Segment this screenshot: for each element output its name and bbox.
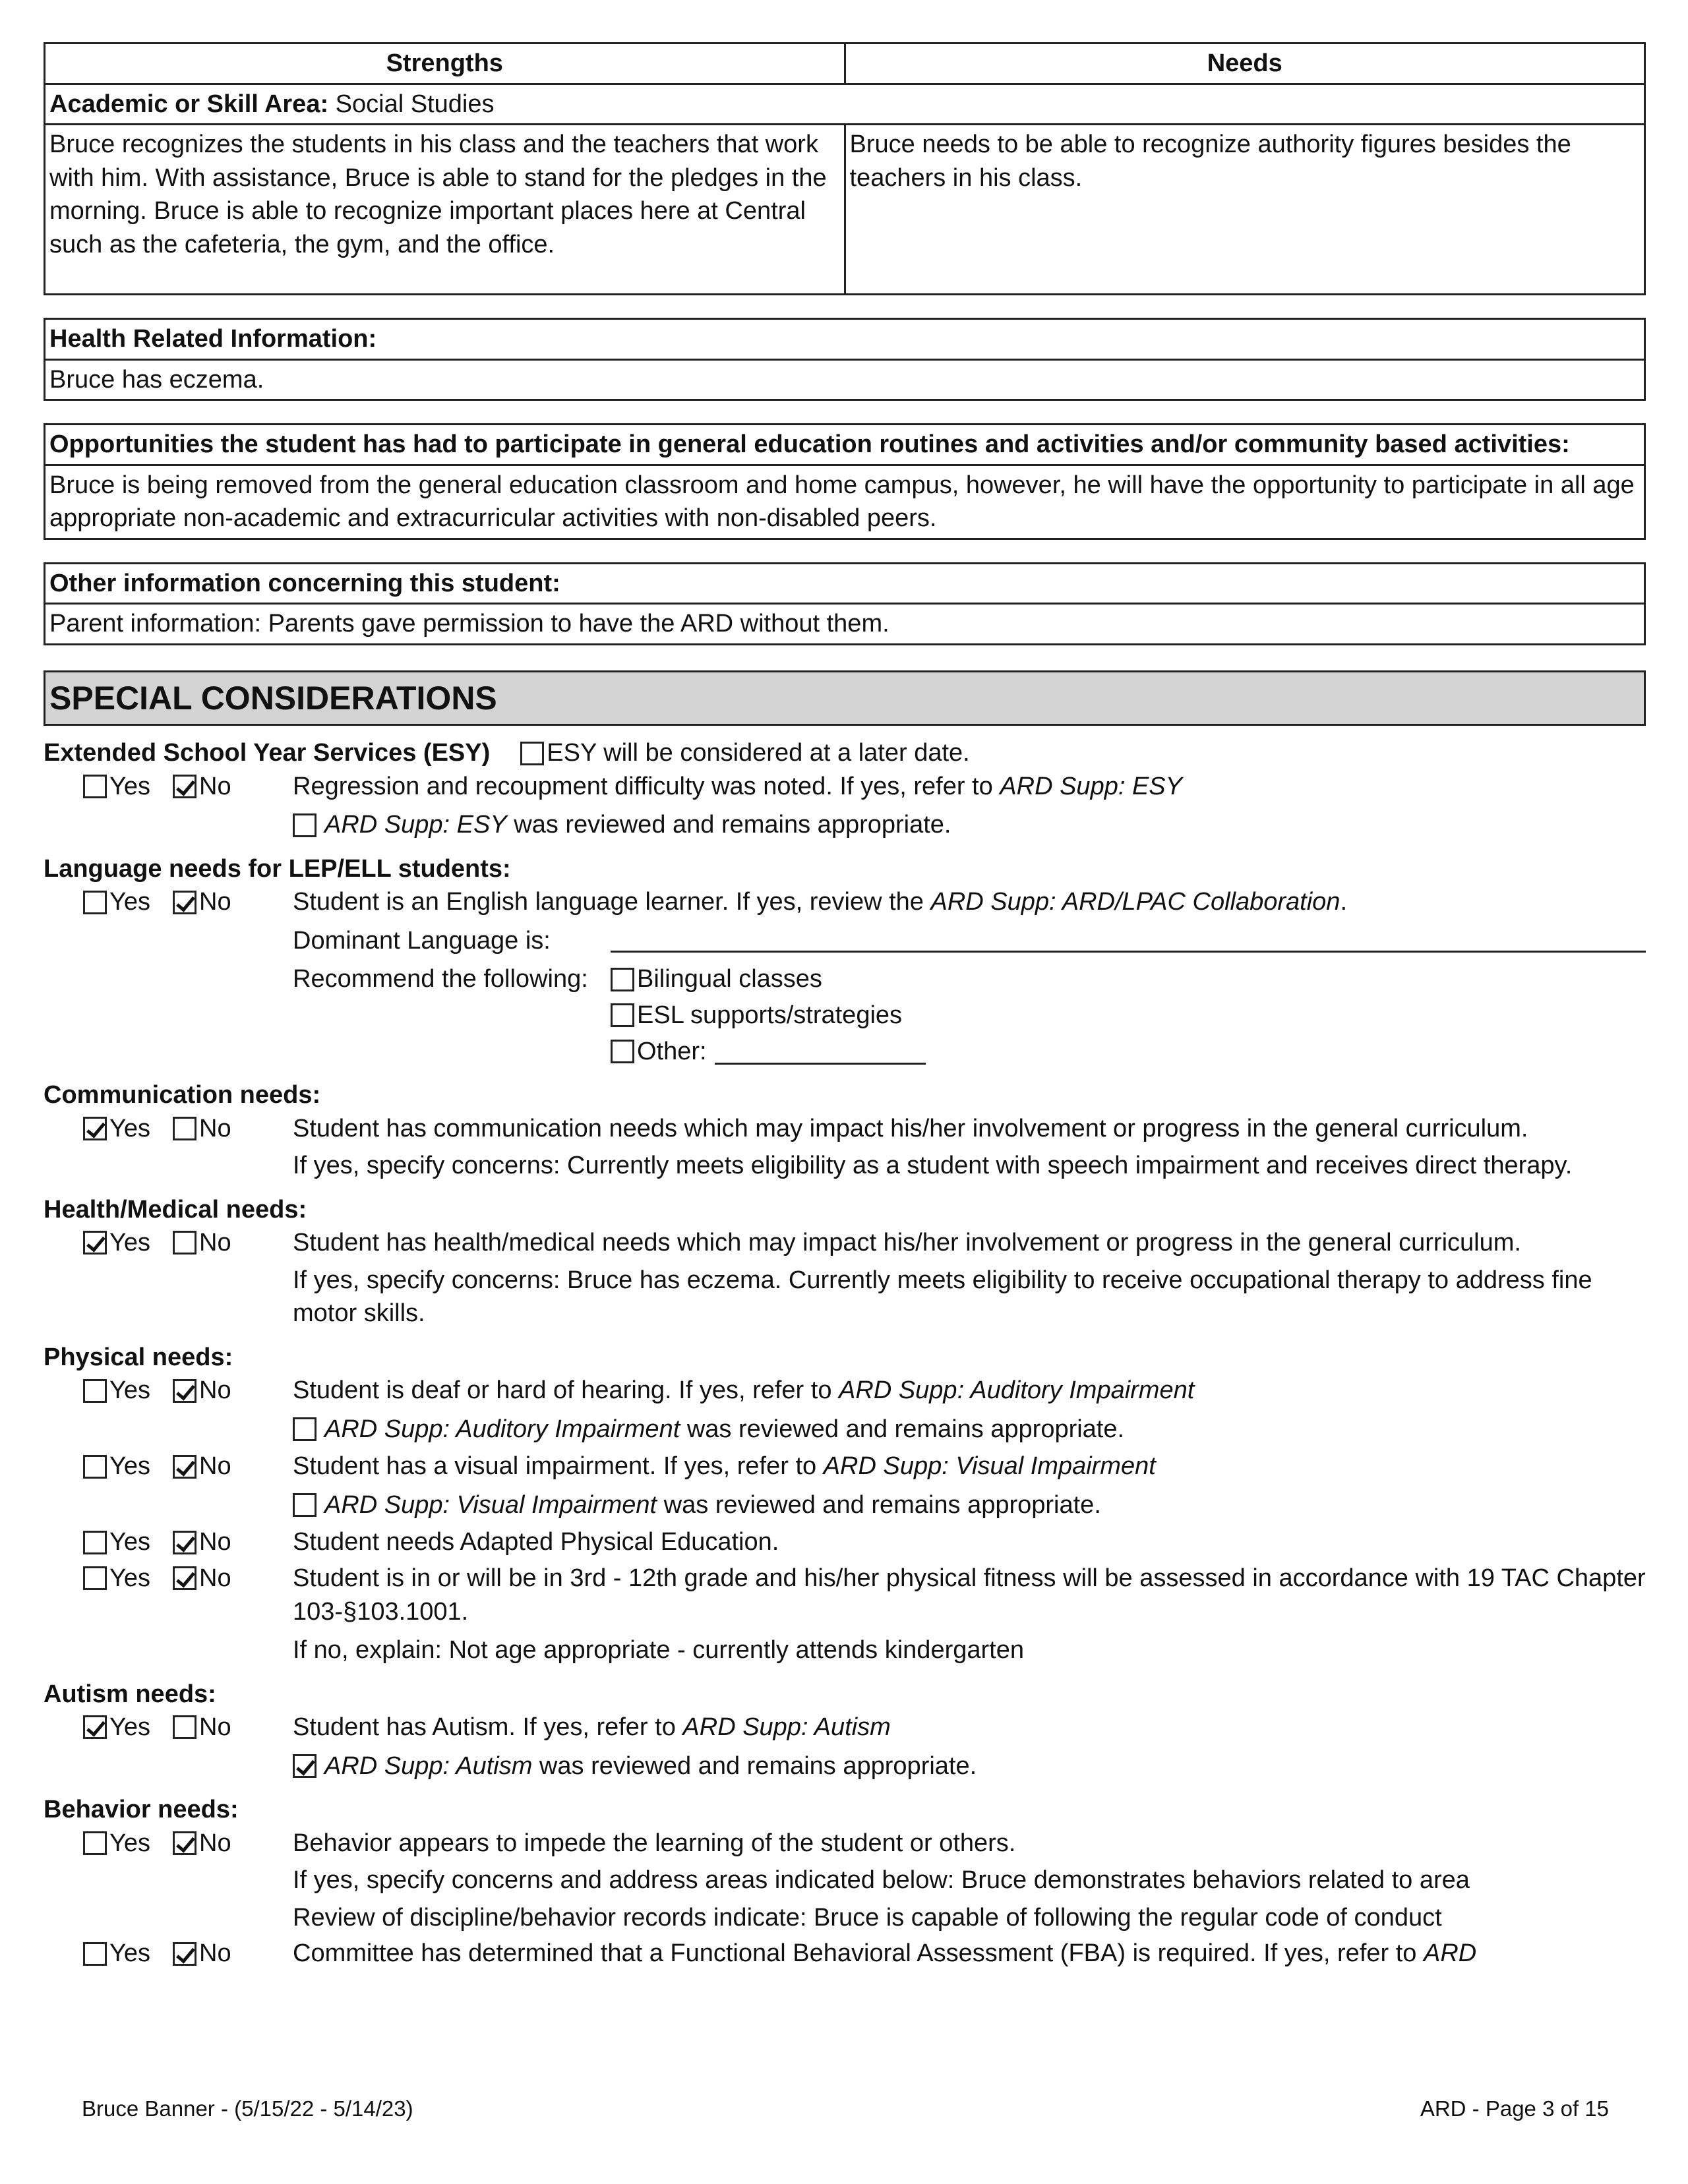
health-no-checkbox[interactable] <box>173 1231 196 1254</box>
visual-yes-checkbox[interactable] <box>83 1455 107 1479</box>
esy-later-label: ESY will be considered at a later date. <box>547 739 970 767</box>
fba-no-checkbox[interactable] <box>173 1942 196 1966</box>
language-section <box>44 852 1646 1068</box>
esy-yes-checkbox[interactable] <box>83 775 107 798</box>
deaf-sub-ref: ARD Supp: Auditory Impairment <box>324 1415 680 1443</box>
health-info-box <box>44 318 1646 401</box>
fba-yes-checkbox[interactable] <box>83 1942 107 1966</box>
esy-text: Regression and recoupment difficulty was noted. If yes, refer to <box>293 772 1000 800</box>
language-ref: ARD Supp: ARD/LPAC Collaboration <box>930 888 1341 916</box>
no-label: No <box>199 1376 231 1405</box>
yes-label: Yes <box>109 1528 150 1556</box>
autism-yes-checkbox[interactable] <box>83 1715 107 1739</box>
dominant-language-field[interactable] <box>611 924 1646 953</box>
behavior-yes-checkbox[interactable] <box>83 1831 107 1855</box>
yes-label: Yes <box>109 1713 150 1742</box>
no-label: No <box>199 1829 231 1857</box>
autism-text: Student has Autism. If yes, refer to <box>293 1713 683 1742</box>
behavior-no-checkbox[interactable] <box>173 1831 196 1855</box>
esy-sub-text: was reviewed and remains appropriate. <box>506 811 951 839</box>
opportunities-value: Bruce is being removed from the general education classroom and home campus, however, he will have the opportunity to participate in all age appropriate non-academic and extracurricular activities with non-disabled peers. <box>45 465 1645 539</box>
other-label: Other: <box>637 1037 707 1065</box>
other-info-box <box>44 562 1646 645</box>
deaf-sub-text: was reviewed and remains appropriate. <box>680 1415 1125 1443</box>
academic-area-row <box>45 84 1645 125</box>
language-text: Student is an English language learner. If yes, review the <box>293 888 931 916</box>
yes-label: Yes <box>109 888 150 916</box>
no-label: No <box>199 1939 231 1968</box>
esy-heading: Extended School Year Services (ESY) <box>44 739 491 767</box>
esl-checkbox[interactable] <box>611 1003 634 1027</box>
academic-area-value: Social Studies <box>335 90 495 118</box>
other-info-value: Parent information: Parents gave permission to have the ARD without them. <box>45 604 1645 645</box>
health-text: Student has health/medical needs which may impact his/her involvement or progress in the general curriculum. <box>293 1229 1521 1257</box>
strengths-header: Strengths <box>45 44 845 84</box>
strengths-needs-table <box>44 42 1646 295</box>
behavior-records: Review of discipline/behavior records indicate: Bruce is capable of following the regular code of conduct <box>293 1903 1442 1932</box>
special-considerations-title: SPECIAL CONSIDERATIONS <box>44 670 1646 726</box>
ape-no-checkbox[interactable] <box>173 1531 196 1554</box>
document-page <box>44 42 1646 1970</box>
no-label: No <box>199 1114 231 1142</box>
no-label: No <box>199 888 231 916</box>
health-info-label: Health Related Information: <box>45 319 1645 360</box>
visual-reviewed-checkbox[interactable] <box>293 1493 316 1517</box>
health-yes-checkbox[interactable] <box>83 1231 107 1254</box>
needs-header: Needs <box>845 44 1645 84</box>
autism-sub-ref: ARD Supp: Autism <box>324 1752 533 1780</box>
yes-label: Yes <box>109 1829 150 1857</box>
fba-ref: ARD <box>1423 1939 1477 1968</box>
behavior-concerns: If yes, specify concerns and address areas indicated below: Bruce demonstrates behaviors related to area <box>293 1866 1470 1895</box>
no-label: No <box>199 1229 231 1257</box>
fba-text: Committee has determined that a Functional Behavioral Assessment (FBA) is required. If yes, refer to <box>293 1939 1424 1968</box>
communication-text: Student has communication needs which may impact his/her involvement or progress in the general curriculum. <box>293 1114 1528 1142</box>
fitness-text: Student is in or will be in 3rd - 12th grade and his/her physical fitness will be assessed in accordance with 19 TAC Chapter 103-§103.1001. <box>293 1564 1646 1626</box>
communication-heading: Communication needs: <box>44 1081 321 1109</box>
recommend-label: Recommend the following: <box>293 965 588 993</box>
auditory-reviewed-checkbox[interactable] <box>293 1417 316 1441</box>
language-text-end: . <box>1340 888 1347 916</box>
esy-ref: ARD Supp: ESY <box>1000 772 1182 800</box>
autism-sub-text: was reviewed and remains appropriate. <box>532 1752 977 1780</box>
deaf-ref: ARD Supp: Auditory Impairment <box>839 1376 1195 1405</box>
language-yes-checkbox[interactable] <box>83 891 107 914</box>
autism-heading: Autism needs: <box>44 1680 216 1708</box>
other-checkbox[interactable] <box>611 1040 634 1063</box>
fitness-explain: If no, explain: Not age appropriate - currently attends kindergarten <box>293 1636 1024 1665</box>
no-label: No <box>199 1713 231 1742</box>
yes-label: Yes <box>109 1114 150 1142</box>
no-label: No <box>199 1564 231 1592</box>
deaf-text: Student is deaf or hard of hearing. If yes, refer to <box>293 1376 839 1405</box>
communication-concerns: If yes, specify concerns: Currently meets eligibility as a student with speech impairment and receives direct therapy. <box>293 1152 1573 1180</box>
footer-page-number: ARD - Page 3 of 15 <box>1420 2096 1609 2121</box>
visual-ref: ARD Supp: Visual Impairment <box>823 1452 1156 1481</box>
deaf-no-checkbox[interactable] <box>173 1379 196 1403</box>
esy-reviewed-checkbox[interactable] <box>293 813 316 837</box>
fitness-no-checkbox[interactable] <box>173 1566 196 1590</box>
footer-student: Bruce Banner - (5/15/22 - 5/14/23) <box>82 2096 413 2121</box>
other-field[interactable] <box>715 1038 926 1065</box>
esy-section <box>44 736 1646 842</box>
esy-later-checkbox[interactable] <box>520 742 544 765</box>
other-info-label: Other information concerning this student: <box>45 563 1645 604</box>
autism-section <box>44 1678 1646 1783</box>
visual-sub-ref: ARD Supp: Visual Impairment <box>324 1490 657 1519</box>
language-heading: Language needs for LEP/ELL students: <box>44 854 511 883</box>
fitness-yes-checkbox[interactable] <box>83 1566 107 1590</box>
health-concerns: If yes, specify concerns: Bruce has eczema. Currently meets eligibility to receive occupational therapy to address fine motor skills. <box>293 1266 1592 1328</box>
ape-text: Student needs Adapted Physical Education. <box>293 1528 779 1556</box>
health-info-value: Bruce has eczema. <box>45 359 1645 400</box>
visual-sub-text: was reviewed and remains appropriate. <box>657 1490 1101 1519</box>
no-label: No <box>199 1528 231 1556</box>
deaf-yes-checkbox[interactable] <box>83 1379 107 1403</box>
communication-section <box>44 1078 1646 1183</box>
yes-label: Yes <box>109 1452 150 1481</box>
esl-label: ESL supports/strategies <box>637 1001 903 1029</box>
ape-yes-checkbox[interactable] <box>83 1531 107 1554</box>
bilingual-label: Bilingual classes <box>637 965 822 993</box>
esy-sub-ref: ARD Supp: ESY <box>324 811 507 839</box>
no-label: No <box>199 772 231 800</box>
no-label: No <box>199 1452 231 1481</box>
communication-yes-checkbox[interactable] <box>83 1117 107 1140</box>
visual-text: Student has a visual impairment. If yes, refer to <box>293 1452 824 1481</box>
yes-label: Yes <box>109 1939 150 1968</box>
autism-ref: ARD Supp: Autism <box>682 1713 891 1742</box>
bilingual-checkbox[interactable] <box>611 968 634 991</box>
physical-section <box>44 1341 1646 1667</box>
autism-no-checkbox[interactable] <box>173 1715 196 1739</box>
page-footer <box>82 2096 1609 2121</box>
health-section <box>44 1193 1646 1330</box>
behavior-section <box>44 1793 1646 1970</box>
health-heading: Health/Medical needs: <box>44 1195 307 1224</box>
needs-text: Bruce needs to be able to recognize authority figures besides the teachers in his class. <box>845 125 1645 295</box>
dominant-language-label: Dominant Language is: <box>293 926 551 955</box>
autism-reviewed-checkbox[interactable] <box>293 1754 316 1778</box>
strengths-text: Bruce recognizes the students in his class and the teachers that work with him. With assistance, Bruce is able to stand for the pledges in the morning. Bruce is able to recognize important places here at Central such as the cafeteria, the gym, and the office. <box>45 125 845 295</box>
communication-no-checkbox[interactable] <box>173 1117 196 1140</box>
behavior-heading: Behavior needs: <box>44 1796 239 1824</box>
visual-no-checkbox[interactable] <box>173 1455 196 1479</box>
yes-label: Yes <box>109 1229 150 1257</box>
yes-label: Yes <box>109 772 150 800</box>
language-no-checkbox[interactable] <box>173 891 196 914</box>
physical-heading: Physical needs: <box>44 1343 233 1371</box>
yes-label: Yes <box>109 1376 150 1405</box>
esy-no-checkbox[interactable] <box>173 775 196 798</box>
academic-area-label: Academic or Skill Area: <box>49 90 329 118</box>
opportunities-box <box>44 423 1646 540</box>
yes-label: Yes <box>109 1564 150 1592</box>
behavior-text: Behavior appears to impede the learning of the student or others. <box>293 1829 1016 1857</box>
opportunities-label: Opportunities the student has had to participate in general education routines and activities and/or community based activities: <box>45 425 1645 465</box>
